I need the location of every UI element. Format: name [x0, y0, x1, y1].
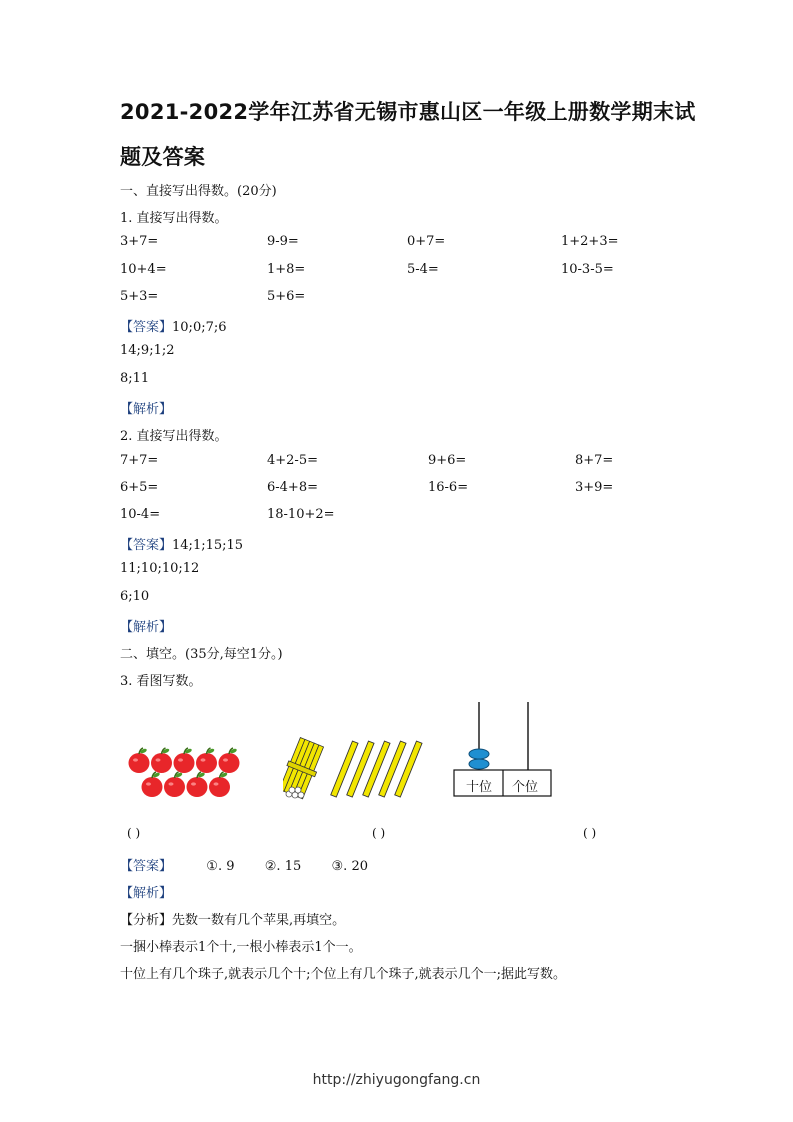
- q1-expr: 5-4=: [407, 262, 439, 277]
- q2-analysis-tag: 【解析】: [120, 620, 173, 635]
- apple-icon: [209, 772, 230, 797]
- abacus-bead-icon: [469, 749, 489, 759]
- question-1-label: 1. 直接写出得数。: [120, 211, 228, 226]
- q1-answer: [120, 316, 227, 335]
- q1-expr: 9-9=: [267, 234, 299, 249]
- q2-expr: 7+7=: [120, 453, 159, 468]
- q2-expr: 8+7=: [575, 453, 614, 468]
- q2-answer-line3: 6;10: [120, 589, 150, 604]
- answer-3: ③. 20: [331, 859, 368, 874]
- apple-icon: [196, 748, 217, 773]
- q2-answer-line2: 11;10;10;12: [120, 561, 200, 576]
- apple-icon: [219, 748, 240, 773]
- q3-answer: [120, 855, 368, 874]
- q1-expr: 3+7=: [120, 234, 159, 249]
- q2-expr: 6-4+8=: [267, 480, 318, 495]
- q1-expr: 1+2+3=: [561, 234, 619, 249]
- answer-blank-2[interactable]: ( ): [372, 826, 386, 840]
- q1-analysis-tag: 【解析】: [120, 402, 173, 417]
- apples-picture: [128, 746, 244, 802]
- q1-expr: 10+4=: [120, 262, 167, 277]
- apple-icon: [142, 772, 163, 797]
- q3-analysis-tag: 【解析】: [120, 886, 173, 901]
- question-3-label: 3. 看图写数。: [120, 674, 202, 689]
- q2-expr: 18-10+2=: [267, 507, 335, 522]
- q3-analysis-line3: 十位上有几个珠子,就表示几个十;个位上有几个珠子,就表示几个一;据此写数。: [120, 967, 567, 982]
- answer-tag: 【答案】: [120, 538, 173, 553]
- apple-icon: [187, 772, 208, 797]
- answer-blank-1[interactable]: ( ): [127, 826, 141, 840]
- answer-text: 10;0;7;6: [172, 320, 227, 335]
- answer-blank-3[interactable]: ( ): [583, 826, 597, 840]
- q2-expr: 3+9=: [575, 480, 614, 495]
- q2-expr: 9+6=: [428, 453, 467, 468]
- q3-analysis-line1: [120, 909, 345, 928]
- q1-expr: 10-3-5=: [561, 262, 614, 277]
- apple-icon: [174, 748, 195, 773]
- sticks-picture: [283, 736, 423, 802]
- q2-answer: [120, 534, 243, 553]
- q3-analysis-line2: 一捆小棒表示1个十,一根小棒表示1个一。: [120, 940, 362, 955]
- q1-expr: 1+8=: [267, 262, 306, 277]
- answer-text: 14;1;15;15: [172, 538, 244, 553]
- tens-place-label: 十位: [466, 780, 493, 795]
- q2-expr: 4+2-5=: [267, 453, 318, 468]
- analysis-prefix: 【分析】: [120, 913, 173, 928]
- answer-2: ②. 15: [264, 859, 302, 874]
- q1-expr: 0+7=: [407, 234, 446, 249]
- answer-1: ①. 9: [206, 859, 235, 874]
- q2-expr: 10-4=: [120, 507, 161, 522]
- q1-expr: 5+3=: [120, 289, 159, 304]
- section-heading-1: 一、直接写出得数。(20分): [120, 184, 277, 199]
- ones-place-label: 个位: [512, 780, 539, 795]
- footer-url[interactable]: http://zhiyugongfang.cn: [312, 1072, 481, 1088]
- stick-bundle: [283, 737, 326, 800]
- page-title-line2: 题及答案: [120, 145, 206, 169]
- apple-icon: [164, 772, 185, 797]
- q2-expr: 6+5=: [120, 480, 159, 495]
- analysis-text: 先数一数有几个苹果,再填空。: [172, 913, 346, 928]
- q2-expr: 16-6=: [428, 480, 469, 495]
- q1-answer-line3: 8;11: [120, 371, 150, 386]
- abacus-bead-icon: [469, 759, 489, 769]
- apple-icon: [129, 748, 150, 773]
- page-title: 2021-2022学年江苏省无锡市惠山区一年级上册数学期末试: [120, 100, 696, 124]
- answer-tag: 【答案】: [120, 859, 173, 874]
- apple-icon: [151, 748, 172, 773]
- q1-expr: 5+6=: [267, 289, 306, 304]
- q1-answer-line2: 14;9;1;2: [120, 343, 175, 358]
- answer-tag: 【答案】: [120, 320, 173, 335]
- question-2-label: 2. 直接写出得数。: [120, 429, 228, 444]
- section-heading-2: 二、填空。(35分,每空1分。): [120, 647, 283, 662]
